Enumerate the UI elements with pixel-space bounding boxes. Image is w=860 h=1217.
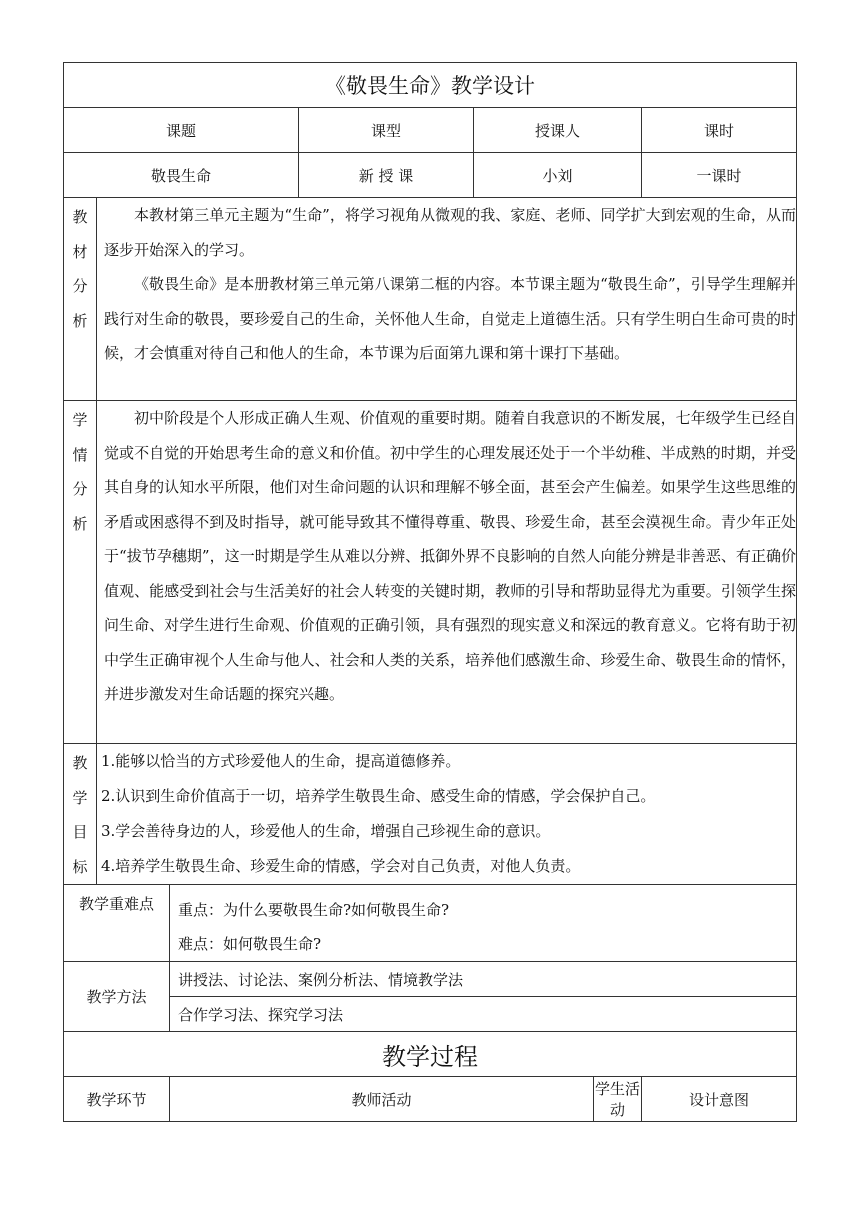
info-hours: 一课时 bbox=[642, 153, 797, 198]
objective-item: 4.培养学生敬畏生命、珍爱生命的情感，学会对自己负责，对他人负责。 bbox=[101, 857, 581, 875]
lesson-plan-page bbox=[63, 62, 796, 1122]
header-teacher: 授课人 bbox=[474, 108, 642, 153]
info-type: 新 授 课 bbox=[299, 153, 474, 198]
lesson-plan-table bbox=[63, 62, 797, 1122]
key-points-label: 教学重难点 bbox=[64, 885, 170, 962]
objective-item: 3.学会善待身边的人，珍爱他人的生命，增强自己珍视生命的意识。 bbox=[101, 822, 551, 840]
column-teacher-activity: 教师活动 bbox=[170, 1077, 594, 1122]
textbook-analysis-content bbox=[97, 198, 797, 401]
objectives-label: 教 学 目 标 bbox=[64, 744, 97, 885]
column-student-activity: 学生活动 bbox=[594, 1077, 642, 1122]
difficulty-point: 难点：如何敬畏生命? bbox=[178, 935, 322, 953]
focus-point: 重点：为什么要敬畏生命?如何敬畏生命? bbox=[178, 901, 450, 919]
method-item: 讲授法、讨论法、案例分析法、情境教学法 bbox=[170, 962, 797, 997]
method-item: 合作学习法、探究学习法 bbox=[170, 997, 797, 1032]
textbook-analysis-label: 教 材 分 析 bbox=[64, 198, 97, 401]
methods-label: 教学方法 bbox=[64, 962, 170, 1032]
process-title: 教学过程 bbox=[64, 1032, 797, 1077]
objective-item: 1.能够以恰当的方式珍爱他人的生命，提高道德修养。 bbox=[101, 752, 461, 770]
header-topic: 课题 bbox=[64, 108, 299, 153]
objectives-list bbox=[97, 744, 797, 885]
info-teacher: 小刘 bbox=[474, 153, 642, 198]
objective-item: 2.认识到生命价值高于一切，培养学生敬畏生命、感受生命的情感，学会保护自己。 bbox=[101, 787, 656, 805]
textbook-analysis-paragraph: 《敬畏生命》是本册教材第三单元第八课第二框的内容。本节课主题为“敬畏生命”，引导学生理解并践行对生命的敬畏，要珍爱自己的生命，关怀他人生命，自觉走上道德生活。只有学生明白生命可贵的时候，才会慎重对待自己和他人的生命，本节课为后面第九课和第十课打下基础。 bbox=[104, 275, 797, 362]
column-stage: 教学环节 bbox=[64, 1077, 170, 1122]
key-points-content bbox=[170, 885, 797, 962]
info-topic: 敬畏生命 bbox=[64, 153, 299, 198]
column-design-intent: 设计意图 bbox=[642, 1077, 797, 1122]
textbook-analysis-paragraph: 本教材第三单元主题为“生命”，将学习视角从微观的我、家庭、老师、同学扩大到宏观的生命，从而逐步开始深入的学习。 bbox=[104, 206, 797, 259]
student-analysis-content bbox=[97, 401, 797, 744]
student-analysis-label: 学 情 分 析 bbox=[64, 401, 97, 744]
student-analysis-paragraph: 初中阶段是个人形成正确人生观、价值观的重要时期。随着自我意识的不断发展，七年级学生已经自觉或不自觉的开始思考生命的意义和价值。初中学生的心理发展还处于一个半幼稚、半成熟的时期，并受其自身的认知水平所限，他们对生命问题的认识和理解不够全面，甚至会产生偏差。如果学生这些思维的矛盾或困惑得不到及时指导，就可能导致其不懂得尊重、敬畏、珍爱生命，甚至会漠视生命。青少年正处于“拔节孕穗期”，这一时期是学生从难以分辨、抵御外界不良影响的自然人向能分辨是非善恶、有正确价值观、能感受到社会与生活美好的社会人转变的关键时期，教师的引导和帮助显得尤为重要。引领学生探问生命、对学生进行生命观、价值观的正确引领，具有强烈的现实意义和深远的教育意义。它将有助于初中学生正确审视个人生命与他人、社会和人类的关系，培养他们感激生命、珍爱生命、敬畏生命的情怀，并进步激发对生命话题的探究兴趣。 bbox=[104, 409, 797, 703]
document-title: 《敬畏生命》教学设计 bbox=[64, 63, 797, 108]
header-hours: 课时 bbox=[642, 108, 797, 153]
header-type: 课型 bbox=[299, 108, 474, 153]
